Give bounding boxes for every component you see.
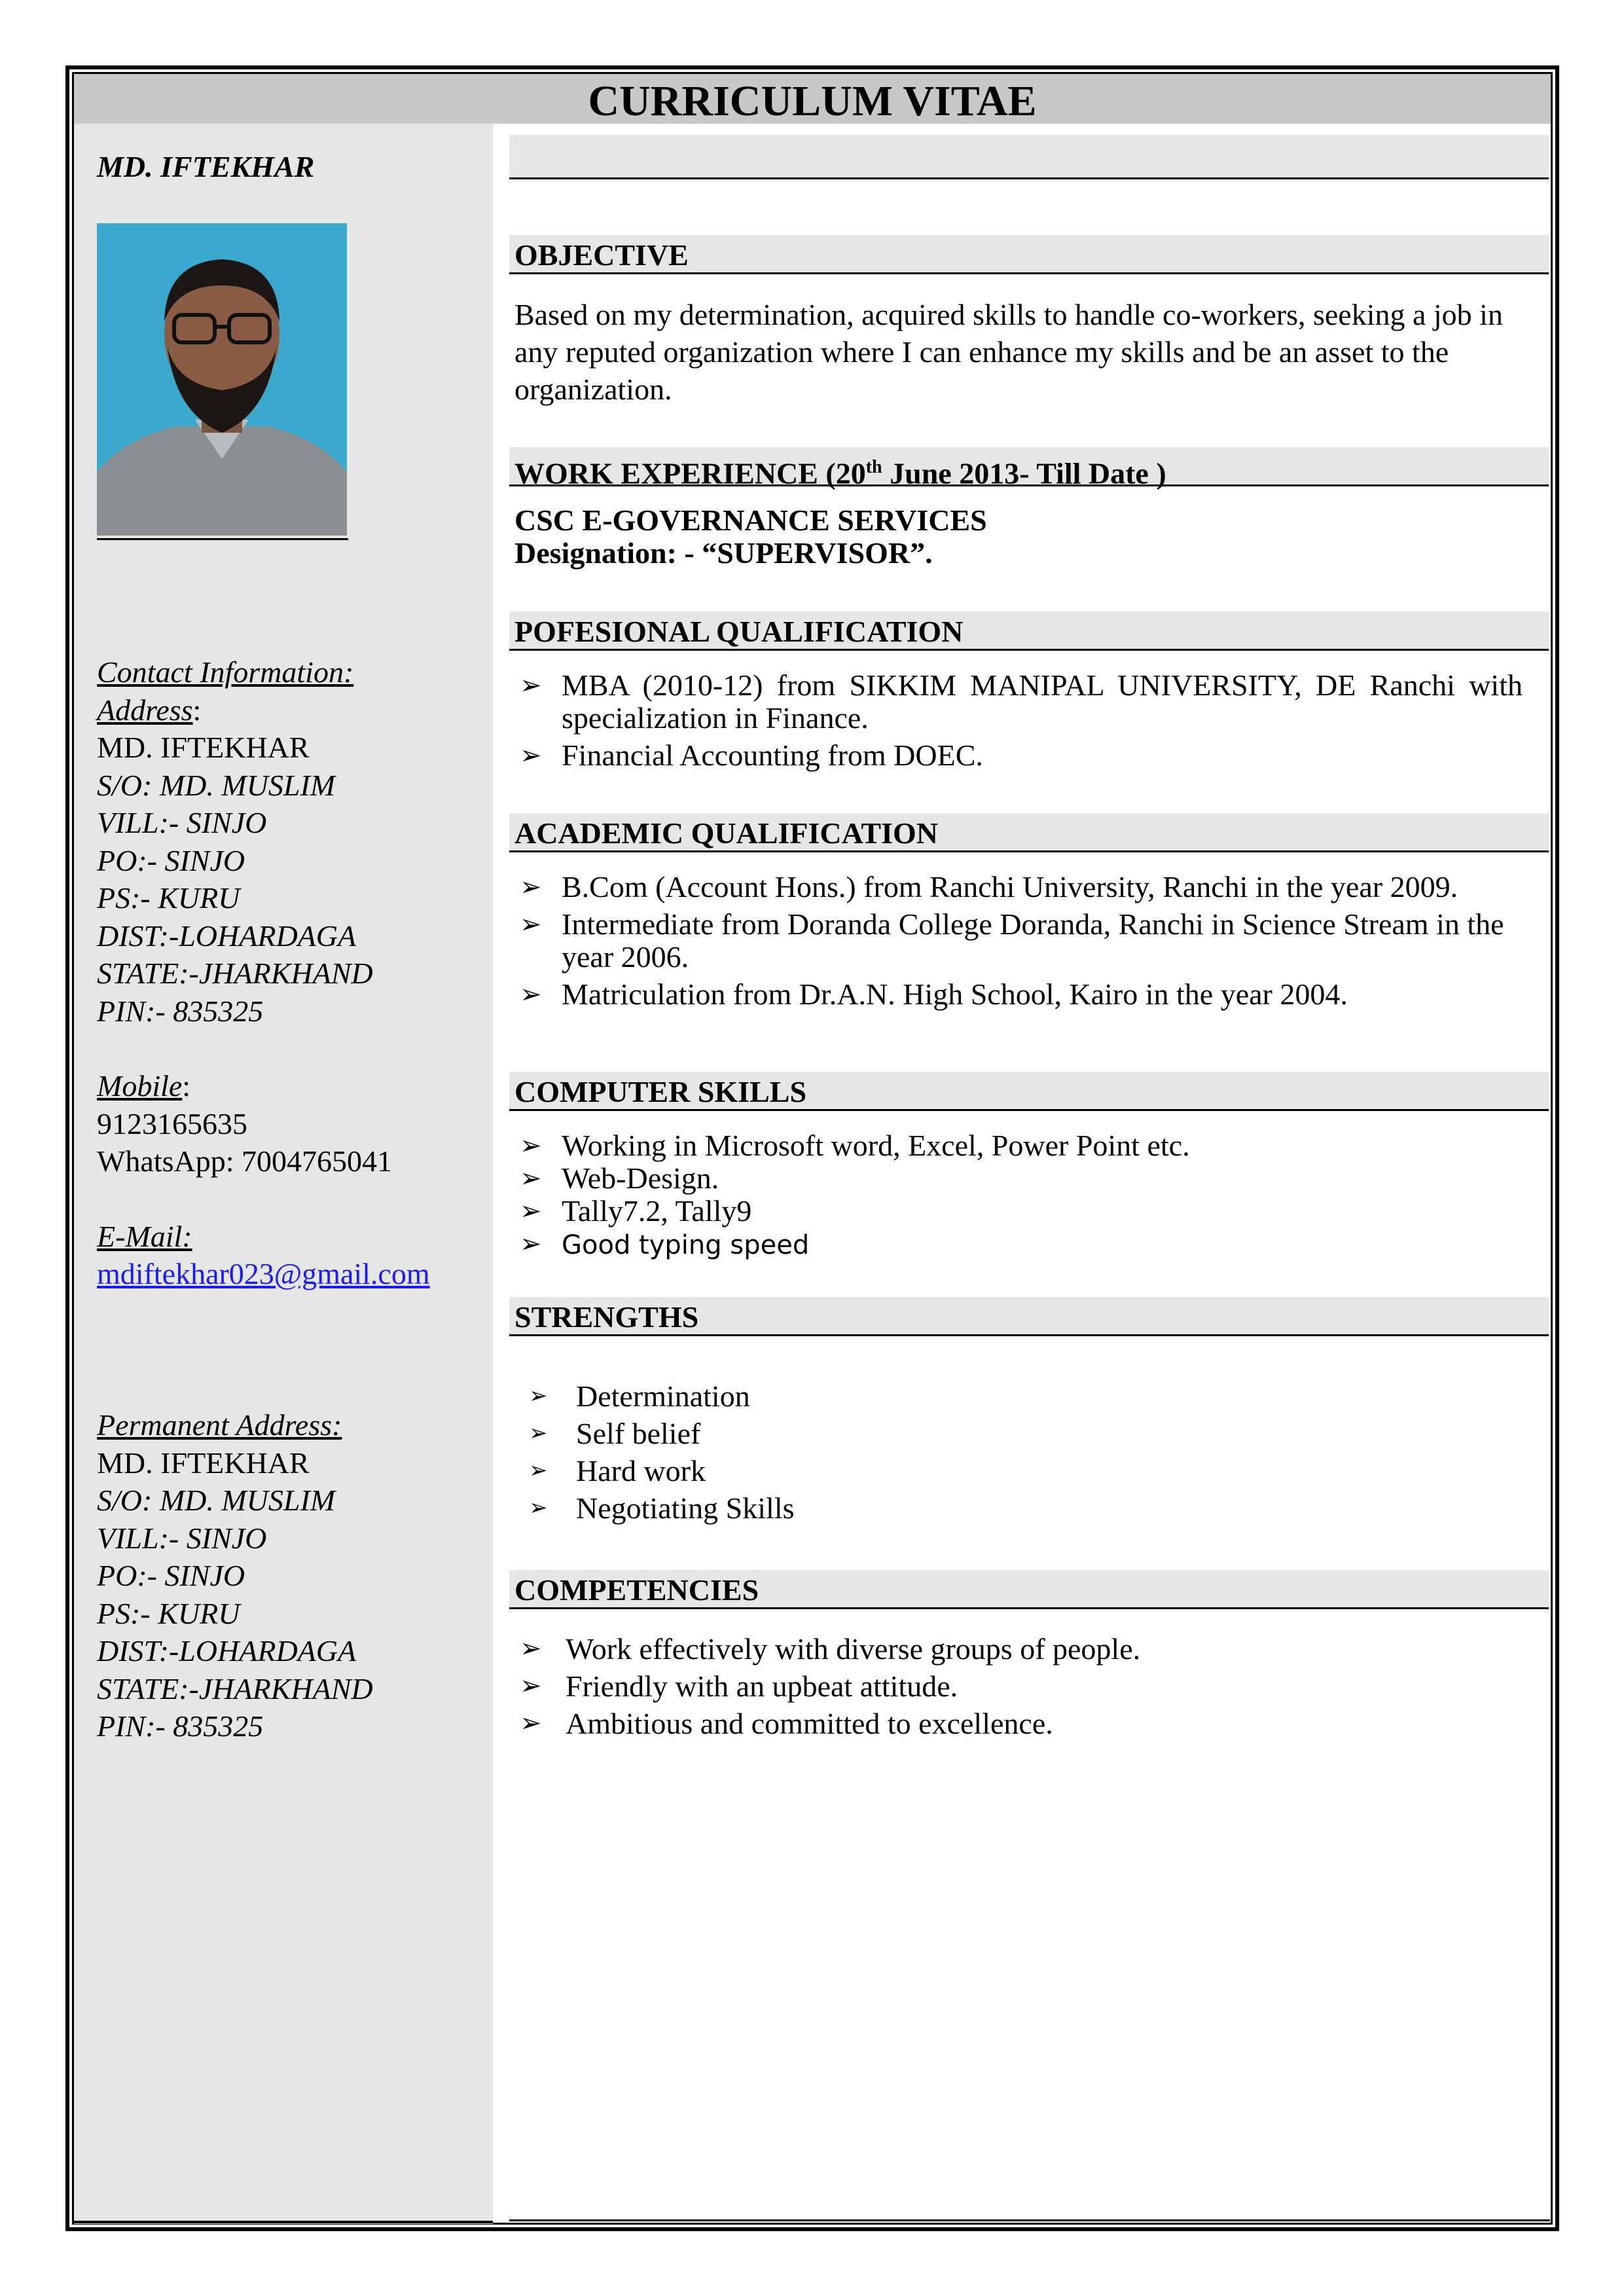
permanent-line: VILL:- SINJO: [97, 1521, 267, 1555]
arrow-bullet-icon: ➢: [520, 1708, 542, 1738]
photo-underline: [97, 538, 348, 540]
list-item: ➢ Matriculation from Dr.A.N. High School, Kairo in the year 2004.: [520, 977, 1348, 1011]
computer-heading: COMPUTER SKILLS: [509, 1072, 1549, 1111]
designation: Designation: - “SUPERVISOR”.: [514, 536, 933, 570]
arrow-bullet-icon: ➢: [520, 1671, 542, 1701]
mobile-label-row: Mobile:: [97, 1069, 191, 1102]
permanent-line: PIN:- 835325: [97, 1709, 264, 1743]
address-line: STATE:-JHARKHAND: [97, 957, 373, 990]
email-link[interactable]: mdiftekhar023@gmail.com: [97, 1257, 430, 1290]
permanent-line: MD. IFTEKHAR: [97, 1446, 310, 1480]
arrow-bullet-icon: ➢: [520, 1196, 542, 1226]
email-label: E-Mail:: [97, 1219, 192, 1253]
list-item: ➢ Intermediate from Doranda College Doranda, Ranchi in Science Stream in the year 2006.: [520, 907, 1504, 974]
list-item: ➢ Good typing speed: [520, 1229, 810, 1260]
arrow-bullet-icon: ➢: [529, 1383, 548, 1409]
arrow-bullet-icon: ➢: [520, 1229, 542, 1259]
permanent-line: STATE:-JHARKHAND: [97, 1671, 373, 1705]
list-item: ➢ MBA (2010-12) from SIKKIM MANIPAL UNIVERSITY, DE Ranchi with specialization in Finance.: [520, 668, 1523, 735]
arrow-bullet-icon: ➢: [520, 670, 542, 701]
work-details: [514, 504, 1523, 570]
list-item: ➢ Web-Design.: [520, 1161, 719, 1195]
permanent-line: PO:- SINJO: [97, 1559, 245, 1592]
academic-list: [514, 871, 1523, 1015]
list-item: ➢ Financial Accounting from DOEC.: [520, 738, 983, 772]
candidate-name: MD. IFTEKHAR: [97, 150, 315, 183]
list-item: ➢ Tally7.2, Tally9: [520, 1194, 752, 1228]
document-title: CURRICULUM VITAE: [74, 74, 1551, 124]
competencies-list: [514, 1630, 1523, 1742]
objective-heading: OBJECTIVE: [509, 235, 1549, 274]
sidebar-bottom-rule: [74, 2221, 493, 2223]
address-line: PS:- KURU: [97, 881, 240, 915]
company-name: CSC E-GOVERNANCE SERVICES: [514, 503, 987, 537]
professional-heading: POFESIONAL QUALIFICATION: [509, 611, 1549, 651]
list-item: ➢ Friendly with an upbeat attitude.: [514, 1667, 1523, 1705]
address-line: PIN:- 835325: [97, 994, 264, 1028]
arrow-bullet-icon: ➢: [520, 740, 542, 771]
strengths-list: [524, 1377, 1506, 1527]
academic-heading: ACADEMIC QUALIFICATION: [509, 813, 1549, 852]
objective-text: Based on my determination, acquired skills to handle co-workers, seeking a job in any reputed organization where I can enhance my skills and be an asset to the organization.: [514, 298, 1503, 406]
list-item: ➢ Hard work: [524, 1452, 1506, 1489]
profile-photo: [97, 223, 347, 536]
work-heading-pre: WORK EXPERIENCE (20: [514, 456, 866, 490]
address-line: MD. IFTEKHAR: [97, 731, 310, 764]
contact-heading: Contact Information:: [97, 655, 354, 689]
address-line: DIST:-LOHARDAGA: [97, 919, 357, 953]
permanent-address-block: [97, 1406, 373, 1745]
header-blank-bar: [509, 135, 1549, 179]
address-label-row: Address:: [97, 693, 202, 727]
mobile-label: Mobile: [97, 1069, 183, 1102]
list-item: ➢ Self belief: [524, 1415, 1506, 1452]
work-heading: [509, 447, 1549, 490]
contact-block: [97, 653, 430, 1293]
list-item: ➢ Working in Microsoft word, Excel, Power Point etc.: [520, 1129, 1190, 1162]
portrait-icon: [97, 223, 347, 536]
list-item: ➢ Negotiating Skills: [524, 1489, 1506, 1527]
arrow-bullet-icon: ➢: [520, 909, 542, 939]
arrow-bullet-icon: ➢: [529, 1457, 548, 1484]
permanent-line: PS:- KURU: [97, 1596, 240, 1630]
arrow-bullet-icon: ➢: [520, 872, 542, 902]
arrow-bullet-icon: ➢: [520, 1131, 542, 1161]
competencies-heading: COMPETENCIES: [509, 1570, 1549, 1609]
address-line: S/O: MD. MUSLIM: [97, 768, 336, 802]
list-item: ➢ B.Com (Account Hons.) from Ranchi University, Ranchi in the year 2009.: [520, 870, 1458, 903]
mobile-number: 9123165635: [97, 1106, 247, 1140]
arrow-bullet-icon: ➢: [520, 1633, 542, 1664]
list-item: ➢ Determination: [524, 1377, 1506, 1415]
permanent-heading: Permanent Address:: [97, 1408, 342, 1442]
arrow-bullet-icon: ➢: [529, 1495, 548, 1521]
address-line: VILL:- SINJO: [97, 806, 267, 839]
arrow-bullet-icon: ➢: [520, 979, 542, 1010]
address-label: Address: [97, 693, 193, 727]
work-heading-post: June 2013- Till Date ): [882, 456, 1166, 490]
professional-list: [514, 669, 1523, 776]
arrow-bullet-icon: ➢: [520, 1163, 542, 1194]
list-item: ➢ Ambitious and committed to excellence.: [514, 1705, 1523, 1742]
work-heading-sup: th: [865, 457, 882, 477]
list-item: ➢ Work effectively with diverse groups of people.: [514, 1630, 1523, 1667]
main-bottom-rule: [509, 2219, 1550, 2221]
strengths-heading: STRENGTHS: [509, 1297, 1549, 1336]
address-line: PO:- SINJO: [97, 843, 245, 877]
whatsapp-number: WhatsApp: 7004765041: [97, 1144, 393, 1178]
permanent-line: DIST:-LOHARDAGA: [97, 1634, 357, 1667]
arrow-bullet-icon: ➢: [529, 1420, 548, 1446]
permanent-line: S/O: MD. MUSLIM: [97, 1484, 336, 1517]
computer-list: [514, 1129, 1523, 1262]
